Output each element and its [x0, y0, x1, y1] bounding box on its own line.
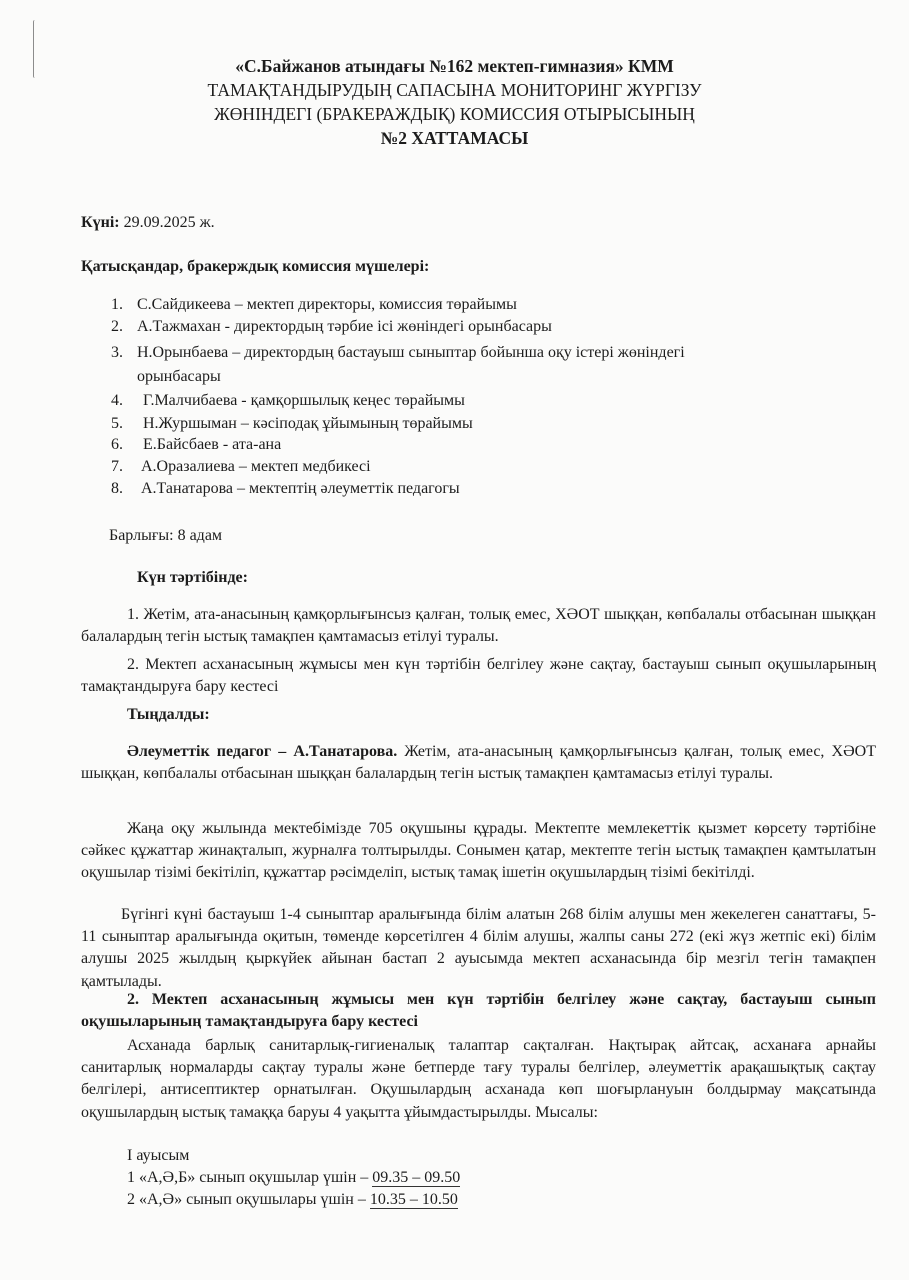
list-item: 2. А.Тажмахан - директордың тәрбие ісі жөніндегі орынбасары — [111, 318, 552, 335]
section-2-heading: 2. Мектеп асханасының жұмысы мен күн тәртібін белгілеу және сақтау, бастауыш сынып оқушыларының тамақтандыруға бару кестесі — [81, 991, 876, 1031]
date-line — [81, 212, 215, 234]
list-item: 6. Е.Байсбаев - ата-ана — [111, 436, 282, 453]
list-item: 8. А.Танатарова – мектептің әлеуметтік педагогы — [111, 480, 460, 497]
protocol-number: №2 ХАТТАМАСЫ — [380, 128, 529, 148]
document-header — [0, 54, 909, 150]
list-item: 7. А.Оразалиева – мектеп медбикесі — [111, 458, 371, 475]
speaker-paragraph — [81, 741, 876, 785]
speaker-topic: Жетім, ата-анасының қамқорлығынсыз қалған, толық емес, ХӘОТ шыққан, көпбалалы отбасынан шыққан балалардың тегін ыстық тамақпен қамтамасыз етілуі туралы. — [81, 743, 876, 783]
list-item: 5. Н.Журшыман – кәсіподақ ұйымының төрайымы — [111, 415, 473, 432]
title-line-2: ТАМАҚТАНДЫРУДЫҢ САПАСЫНА МОНИТОРИНГ ЖҮРГІЗУ — [207, 80, 702, 100]
section-2-paragraph: Асханада барлық санитарлық-гигиеналық талаптар сақталған. Нақтырақ айтсақ, асханаға арнайы санитарлық нормаларды сақтау туралы және бетперде тағу туралы белгілер, әлеуметтік арақашықтық сақтау белгілері, антисептиктер орнатылған. Оқушылардың асханада көп шоғырлануын болдырмау мақсатында оқушылардың ыстық тамаққа баруы 4 уақытта ұйымдастырылды. Мысалы: — [81, 1037, 876, 1121]
shift-label: I ауысым — [127, 1147, 190, 1164]
agenda-heading: Күн тәртібінде: — [137, 569, 248, 586]
schedule-time: 10.35 – 10.50 — [369, 1191, 458, 1208]
participants-heading: Қатысқандар, бракерждық комиссия мүшелері: — [81, 258, 430, 275]
list-item: 1. С.Сайдикеева – мектеп директоры, комиссия төрайымы — [111, 296, 517, 313]
participants-total: Барлығы: 8 адам — [109, 527, 223, 544]
school-name: «С.Байжанов атындағы №162 мектеп-гимназия» КММ — [235, 56, 674, 76]
list-item-continuation: орынбасары — [137, 368, 221, 385]
schedule-time: 09.35 – 09.50 — [372, 1169, 461, 1186]
title-line-3: ЖӨНІНДЕГІ (БРАКЕРАЖДЫҚ) КОМИССИЯ ОТЫРЫСЫНЫҢ — [214, 104, 695, 124]
heard-paragraph-1: Жаңа оқу жылында мектебімізде 705 оқушыны құрады. Мектепте мемлекеттік қызмет көрсету тәртібіне сәйкес құжаттар жинақталып, журналға толтырылды. Сонымен қатар, мектепте тегін ыстық тамақпен қамтылатын оқушылар тізімі бекітіліп, құжаттар рәсімделіп, ыстық тамақ ішетін оқушылардың тізімі бекітілді. — [81, 820, 876, 882]
speaker-name: Әлеуметтік педагог – А.Танатарова. — [127, 743, 398, 760]
date-value: 29.09.2025 ж. — [123, 214, 215, 231]
date-label: Күні: — [81, 214, 120, 231]
list-item: 3. Н.Орынбаева – директордың бастауыш сыныптар бойынша оқу істері жөніндегі — [111, 344, 685, 361]
schedule-row: 2 «А,Ә» сынып оқушылары үшін – 10.35 – 10.50 — [127, 1191, 458, 1208]
list-item: 4. Г.Малчибаева - қамқоршылық кеңес төрайымы — [111, 392, 465, 409]
heard-heading: Тыңдалды: — [127, 706, 210, 723]
schedule-row: 1 «А,Ә,Б» сынып оқушылар үшін – 09.35 – 09.50 — [127, 1169, 461, 1186]
heard-paragraph-2: Бүгінгі күні бастауыш 1-4 сыныптар аралығында білім алатын 268 білім алушы мен жекелеген санаттағы, 5-11 сыныптар аралығында оқитын, төменде көрсетілген 4 білім алушы, жалпы саны 272 (екі жүз жетпіс екі) білім алушы 2025 жылдың қыркүйек айынан бастап 2 ауысымда мектеп асханасында бір мезгіл тегін тамақпен қамтылады. — [81, 906, 876, 990]
agenda-item-2: 2. Мектеп асханасының жұмысы мен күн тәртібін белгілеу және сақтау, бастауыш сынып оқушыларының тамақтандыруға бару кестесі — [81, 656, 876, 696]
agenda-item-1: 1. Жетім, ата-анасының қамқорлығынсыз қалған, толық емес, ХӘОТ шыққан, көпбалалы отбасынан шыққан балалардың тегін ыстық тамақпен қамтамасыз етілуі туралы. — [81, 606, 876, 646]
